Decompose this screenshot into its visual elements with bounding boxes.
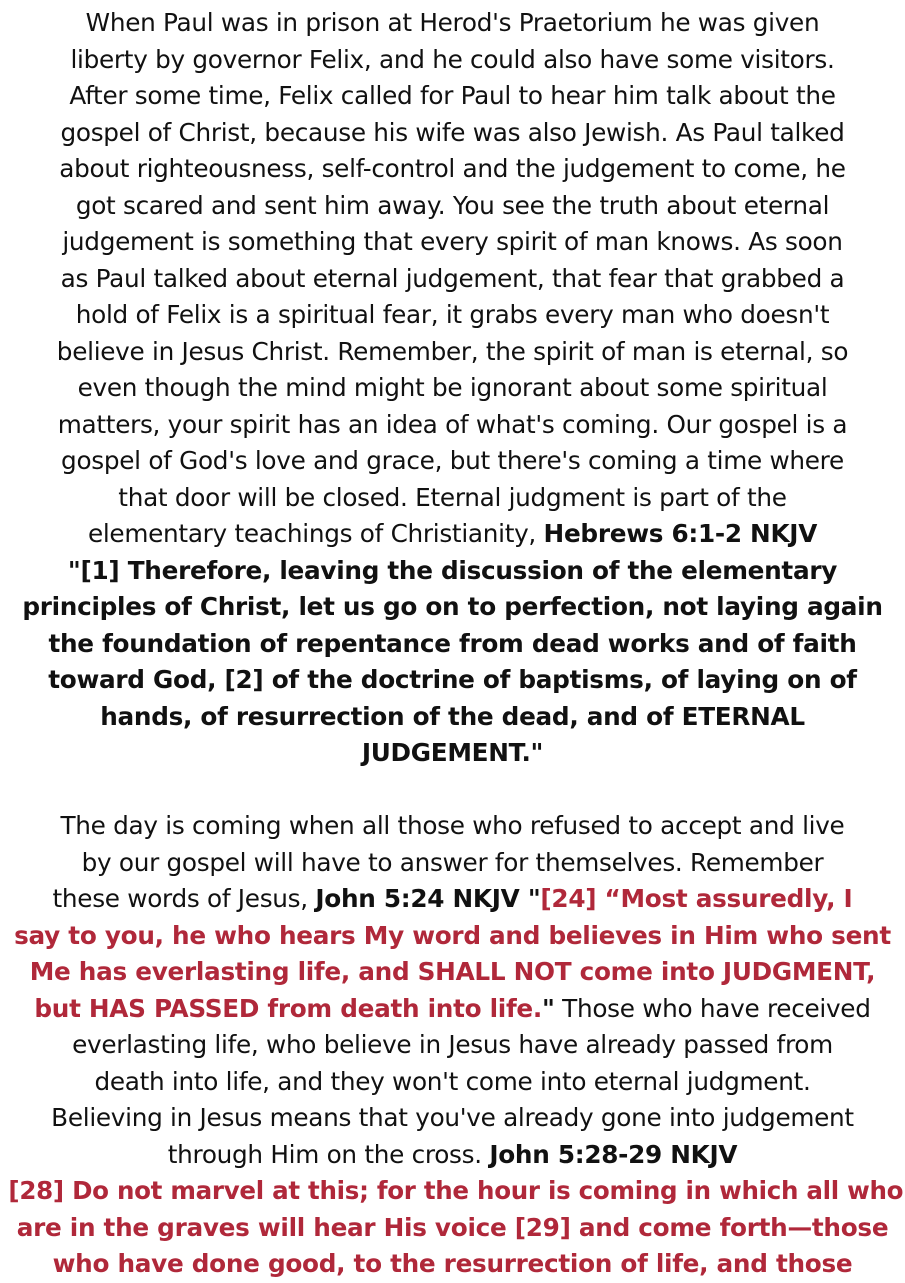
text-line [5, 735, 900, 772]
bold-text-run: John 5:28-29 NKJV [489, 1139, 738, 1169]
text-line [5, 151, 900, 188]
text-run: matters, your spirit has an idea of what's coming. Our gospel is a [57, 409, 848, 439]
bold-text-run: John 5:24 NKJV " [315, 884, 541, 913]
text-line [5, 224, 900, 261]
text-line [5, 1100, 900, 1137]
text-run: these words of Jesus, [52, 884, 316, 913]
text-line [5, 334, 900, 371]
text-run: hold of Felix is a spiritual fear, it grabs every man who doesn't [75, 300, 830, 329]
bold-text-run: the foundation of repentance from dead works and of faith [48, 628, 857, 658]
text-line [5, 443, 900, 480]
text-run: gospel of God's love and grace, but there's coming a time where [61, 446, 844, 475]
text-line [5, 1210, 900, 1247]
text-run: through Him on the cross. [167, 1139, 490, 1169]
text-line [5, 1064, 900, 1101]
text-line [5, 699, 900, 736]
document-body [0, 5, 905, 1283]
text-line [5, 78, 900, 115]
text-line [5, 991, 900, 1028]
text-run: Those who have received [554, 993, 871, 1023]
text-line [5, 261, 900, 298]
text-run: liberty by governor Felix, and he could also have some visitors. [70, 44, 835, 74]
text-run: everlasting life, who believe in Jesus have already passed from [72, 1030, 833, 1059]
text-run: by our gospel will have to answer for themselves. Remember [81, 847, 824, 877]
text-line [5, 297, 900, 334]
bold-text-run: hands, of resurrection of the dead, and of ETERNAL [100, 701, 805, 731]
text-line [5, 480, 900, 517]
scripture-quote-run: [28] Do not marvel at this; for the hour is coming in which all who [8, 1176, 904, 1205]
paragraph-break [0, 772, 905, 809]
scripture-quote-run: Me has everlasting life, and SHALL NOT come into JUDGMENT, [29, 957, 876, 986]
text-run: After some time, Felix called for Paul to hear him talk about the [69, 81, 836, 110]
text-run: judgement is something that every spirit of man knows. As soon [62, 227, 843, 256]
scripture-quote-run: who have done good, to the resurrection of life, and those [52, 1249, 853, 1278]
text-line [5, 589, 900, 626]
bold-text-run: "[1] Therefore, leaving the discussion of the elementary [67, 555, 838, 585]
text-run: The day is coming when all those who refused to accept and live [60, 811, 845, 840]
text-line [5, 42, 900, 79]
text-line [5, 626, 900, 663]
bold-text-run: " [542, 993, 555, 1023]
text-line [5, 954, 900, 991]
bold-text-run: toward God, [2] of the doctrine of baptisms, of laying on of [48, 665, 857, 694]
scripture-quote-run: are in the graves will hear His voice [29] and come forth—those [16, 1212, 889, 1242]
scripture-quote-run: but HAS PASSED from death into life. [34, 993, 542, 1023]
text-run: got scared and sent him away. You see the truth about eternal [75, 190, 830, 220]
text-line [5, 845, 900, 882]
text-line [5, 188, 900, 225]
scripture-quote-run: say to you, he who hears My word and believes in Him who sent [14, 920, 891, 950]
text-run: believe in Jesus Christ. Remember, the spirit of man is eternal, so [56, 336, 849, 366]
text-run: Believing in Jesus means that you've already gone into judgement [51, 1103, 854, 1132]
text-line [5, 1027, 900, 1064]
text-line [5, 370, 900, 407]
text-line [5, 516, 900, 553]
text-line [8, 1173, 904, 1210]
text-run: even though the mind might be ignorant about some spiritual [77, 373, 828, 402]
text-run: that door will be closed. Eternal judgment is part of the [118, 482, 787, 512]
text-line [5, 5, 900, 42]
text-run: gospel of Christ, because his wife was also Jewish. As Paul talked [60, 117, 845, 147]
text-line [5, 662, 900, 699]
bold-text-run: principles of Christ, let us go on to perfection, not laying again [22, 592, 883, 621]
text-run: When Paul was in prison at Herod's Praetorium he was given [85, 8, 820, 37]
bold-text-run: Hebrews 6:1-2 NKJV [543, 519, 818, 548]
text-run: death into life, and they won't come into eternal judgment. [94, 1066, 811, 1096]
text-line [5, 918, 900, 955]
text-line [5, 407, 900, 444]
text-line [5, 553, 900, 590]
text-run: elementary teachings of Christianity, [87, 519, 544, 548]
text-line [5, 115, 900, 152]
text-line [5, 881, 900, 918]
bold-text-run: JUDGEMENT." [361, 738, 544, 767]
text-run: as Paul talked about eternal judgement, that fear that grabbed a [60, 263, 845, 293]
text-line [5, 1137, 900, 1174]
text-line [5, 1246, 900, 1283]
text-run: about righteousness, self-control and the judgement to come, he [59, 154, 846, 183]
text-line [5, 808, 900, 845]
scripture-quote-run: [24] “Most assuredly, I [540, 884, 853, 913]
